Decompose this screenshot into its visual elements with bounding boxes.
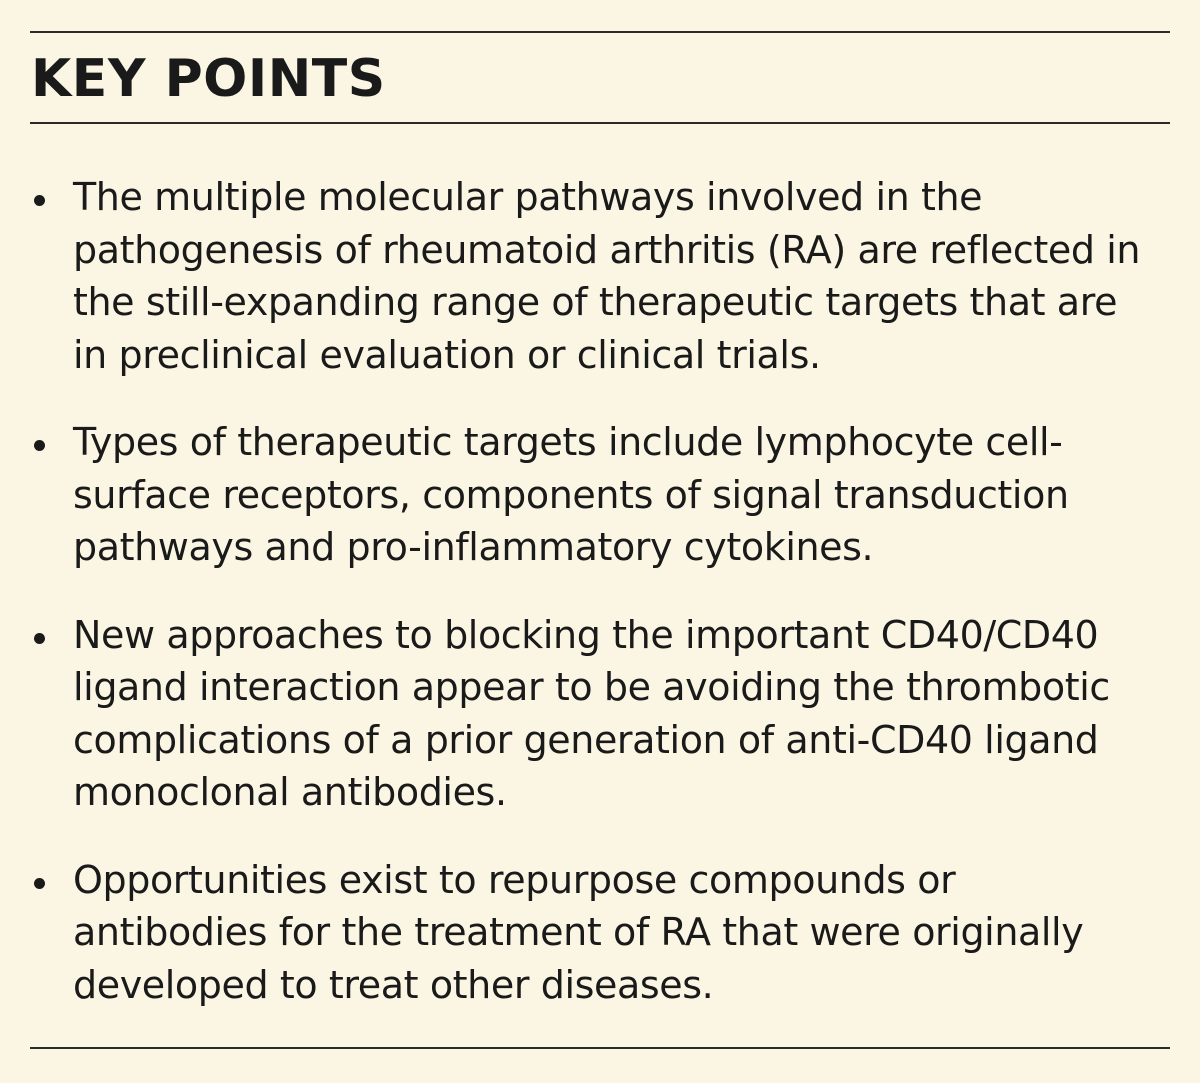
- key-point-text: New approaches to blocking the important CD40/CD40 ligand interaction appear to be avoiding the thrombotic complications of a prior generation of anti-CD40 ligand monoclonal antibodies.: [73, 612, 1110, 814]
- bullet-icon: [34, 633, 45, 644]
- bullet-icon: [34, 878, 45, 889]
- key-points-heading: KEY POINTS: [31, 49, 386, 109]
- key-point-4: [30, 854, 1150, 1012]
- top-rule: [30, 31, 1170, 33]
- key-point-2: [30, 416, 1150, 574]
- key-point-3: [30, 609, 1150, 819]
- bullet-icon: [34, 195, 45, 206]
- heading-rule: [30, 122, 1170, 124]
- key-point-text: The multiple molecular pathways involved in the pathogenesis of rheumatoid arthritis (RA) are reflected in the still-expanding range of therapeutic targets that are in preclinical evaluation or clinical trials.: [73, 175, 1141, 377]
- key-points-list: [30, 171, 1150, 1046]
- bullet-icon: [34, 440, 45, 451]
- key-point-text: Opportunities exist to repurpose compounds or antibodies for the treatment of RA that were originally developed to treat other diseases.: [73, 857, 1084, 1007]
- bottom-rule: [30, 1047, 1170, 1049]
- key-point-1: [30, 171, 1150, 381]
- key-point-text: Types of therapeutic targets include lymphocyte cell-surface receptors, components of signal transduction pathways and pro-inflammatory cytokines.: [73, 420, 1069, 569]
